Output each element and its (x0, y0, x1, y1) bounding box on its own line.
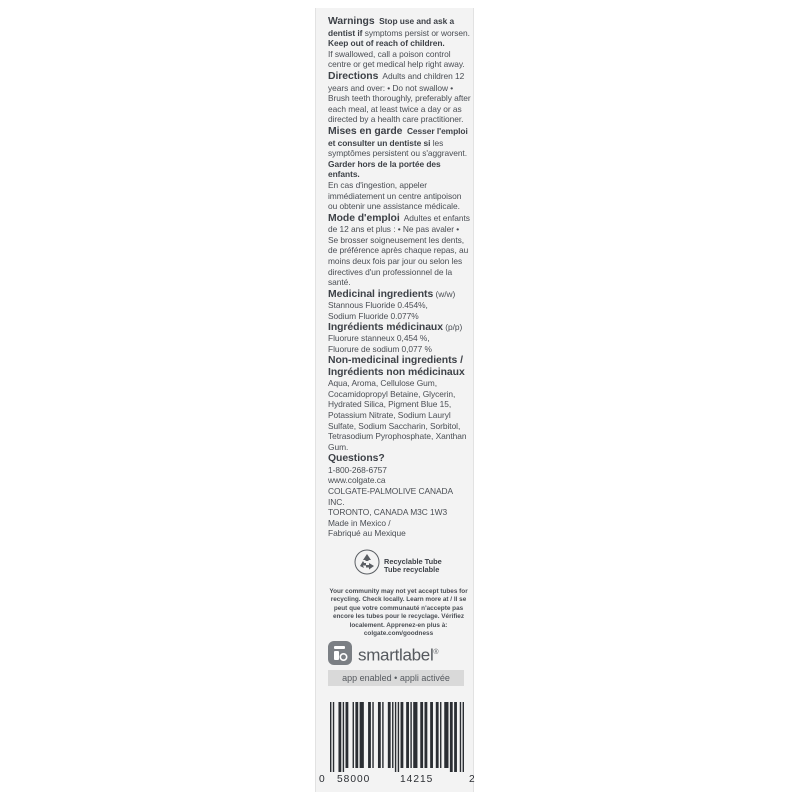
mode-emploi-heading: Mode d'emploi (328, 212, 400, 224)
mode-emploi-section (328, 213, 471, 288)
questions-address: TORONTO, CANADA M3C 1W3 (328, 507, 448, 518)
barcode-bar (460, 702, 461, 772)
barcode-bar (355, 702, 358, 768)
non-medicinal-text: Aqua, Aroma, Cellulose Gum, Cocamidopropyl Betaine, Glycerin, Hydrated Silica, Pigment Blue 15, Potassium Nitrate, Sodium Lauryl Sulfate, Sodium Saccharin, Sorbitol, Tetrasodium Pyrophosphate, Xanthan Gum. (328, 378, 467, 452)
barcode-bar (401, 702, 404, 768)
directions-text: Adults and children 12 years and over: • Do not swallow • Brush teeth thoroughly, preferably after each meal, at least twice a day or as directed by a health care practitioner. (328, 70, 471, 125)
medicinal-en-line-1: Stannous Fluoride 0.454%, (328, 300, 428, 311)
recyclable-line-1: Recyclable Tube (384, 557, 442, 566)
mode-emploi-text: Adultes et enfants de 12 ans et plus : • Ne pas avaler • Se brosser soigneusement les dents, de préférence après chaque repas, au moins deux fois par jour ou selon les directives d'un professionnel de la santé. (328, 212, 470, 288)
barcode-bar (463, 702, 464, 772)
barcode-bar (346, 702, 349, 768)
garder-hors-portee: Garder hors de la portée des enfants. (328, 158, 441, 180)
directions-heading: Directions (328, 70, 379, 82)
medicinal-fr-unit: (p/p) (445, 321, 463, 332)
barcode-group-2: 14215 (400, 774, 434, 785)
en-cas-ingestion: En cas d'ingestion, appeler immédiatement un centre antipoison ou obtenir une assistance médicale. (328, 179, 462, 212)
barcode-bar (420, 702, 423, 768)
mises-en-garde-text: les symptômes persistent ou s'aggravent. (328, 137, 467, 159)
medicinal-en-line-2: Sodium Fluoride 0.077% (328, 311, 419, 322)
barcode-digit-right: 2 (469, 774, 475, 785)
if-swallowed: If swallowed, call a poison control centre or get medical help right away. (328, 48, 465, 70)
non-medicinal-heading: Non-medicinal ingredients / Ingrédients non médicinaux (328, 355, 465, 378)
barcode-bar (440, 702, 441, 768)
barcode-bar (454, 702, 457, 772)
fabrique-au: Fabriqué au Mexique (328, 528, 406, 539)
barcode-bar (398, 702, 399, 772)
barcode-bar (392, 702, 393, 768)
warnings-text: symptoms persist or worsen. (364, 27, 470, 38)
recyclable-line-2: Tube recyclable (384, 565, 440, 575)
community-recycling-note: Your community may not yet accept tubes for recycling. Check locally. Learn more at / Il se peut que votre communauté n'accepte pas encore les tubes pour le recyclage. Vérifiez localement. Apprenez-en plus à: colgate.com/goodness (329, 588, 468, 638)
barcode-bar (372, 702, 373, 768)
questions-phone: 1-800-268-6757 (328, 464, 387, 475)
smartlabel-app-enabled: app enabled • appli activée (328, 670, 464, 686)
medicinal-en-heading: Medicinal ingredients (328, 288, 434, 300)
questions-web: www.colgate.ca (328, 475, 386, 486)
made-in: Made in Mexico / (328, 517, 391, 528)
barcode-digit-left: 0 (319, 774, 325, 785)
mises-en-garde-lead: Cesser l'emploi et consulter un dentiste si (328, 125, 468, 148)
medicinal-fr-line-1: Fluorure stanneux 0,454 %, (328, 333, 430, 344)
package-side-panel (315, 8, 474, 792)
barcode-bar (425, 702, 428, 768)
barcode-group-1: 58000 (337, 774, 371, 785)
label-text-block (328, 16, 471, 539)
barcode-bar (450, 702, 453, 772)
smartlabel-badge (328, 641, 468, 691)
smartlabel-wordmark (358, 643, 438, 666)
barcode (330, 702, 464, 772)
recycle-icon (354, 549, 380, 575)
medicinal-en-section (328, 289, 471, 301)
mises-en-garde-heading: Mises en garde (328, 125, 403, 137)
warnings-section (328, 16, 471, 38)
medicinal-fr-line-2: Fluorure de sodium 0,077 % (328, 343, 432, 354)
barcode-bar (343, 702, 344, 772)
barcode-bar (360, 702, 364, 768)
barcode-bar (353, 702, 354, 768)
barcode-bar (436, 702, 439, 768)
keep-out-of-reach: Keep out of reach of children. (328, 38, 445, 49)
barcode-bar (410, 702, 411, 768)
barcode-bar (368, 702, 371, 768)
barcode-bar (430, 702, 433, 768)
smartlabel-reg: ® (433, 649, 439, 656)
barcode-bar (338, 702, 341, 772)
warnings-heading: Warnings (328, 16, 375, 27)
barcode-bar (330, 702, 331, 772)
barcode-bar (388, 702, 391, 768)
directions-section (328, 71, 471, 125)
questions-company: COLGATE-PALMOLIVE CANADA INC. (328, 485, 453, 507)
barcode-digits (319, 774, 475, 788)
smartlabel-word: smartlabel (358, 645, 434, 665)
questions-heading: Questions? (328, 453, 385, 465)
medicinal-fr-section (328, 322, 471, 334)
barcode-bar (395, 702, 396, 772)
barcode-bar (406, 702, 409, 768)
barcode-bar (333, 702, 334, 772)
barcode-bar (382, 702, 383, 768)
smartlabel-logo-icon (328, 641, 352, 665)
barcode-bar (378, 702, 381, 768)
barcode-bar (444, 702, 448, 768)
medicinal-fr-heading: Ingrédients médicinaux (328, 321, 443, 333)
barcode-bar (413, 702, 417, 768)
warnings-lead: Stop use and ask a dentist if (328, 16, 455, 38)
recyclable-tube-badge (354, 549, 464, 579)
medicinal-en-unit: (w/w) (435, 288, 456, 299)
recyclable-text (384, 558, 442, 574)
mises-en-garde-section (328, 126, 471, 159)
